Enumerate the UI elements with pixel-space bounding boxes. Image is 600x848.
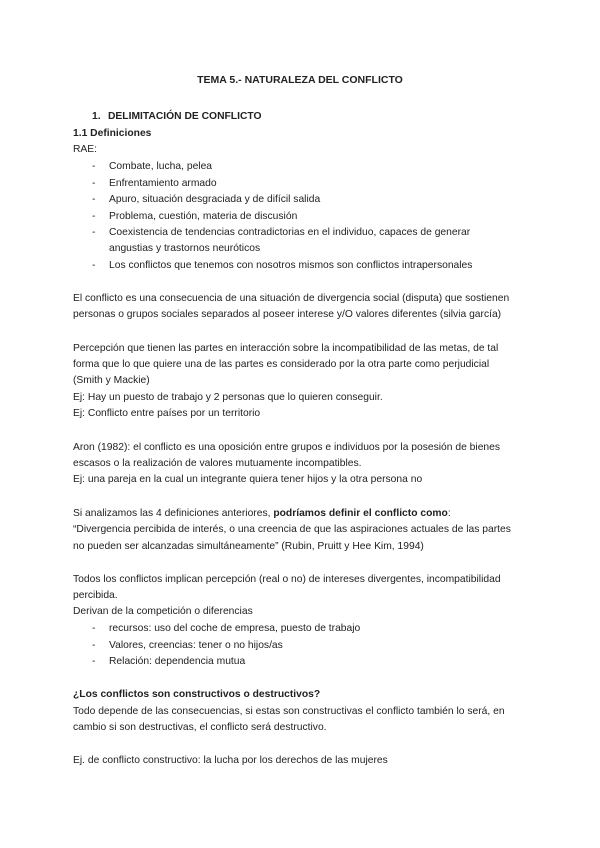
list-item: Problema, cuestión, materia de discusión [109,211,298,222]
colon: : [447,508,451,519]
list-item: Valores, creencias: tener o no hijos/as [109,640,283,651]
list-item: Coexistencia de tendencias contradictorias en el individuo, capaces de generar [109,227,471,238]
list-item: recursos: uso del coche de empresa, puesto de trabajo [109,623,361,634]
question-heading: ¿Los conflictos son constructivos o destructivos? [73,689,321,700]
quote-line: no pueden ser alcanzadas simultáneamente” (Rubin, Pruitt y Hee Kim, 1994) [73,541,424,552]
paragraph-line: cambio si son destructivas, el conflicto será destructivo. [73,722,327,733]
rae-label: RAE: [73,144,98,155]
paragraph-line: Derivan de la competición o diferencias [73,606,253,617]
list-bullet: - [92,194,96,205]
list-bullet: - [92,178,96,189]
paragraph-line: El conflicto es una consecuencia de una situación de divergencia social (disputa) que sostienen [73,293,510,304]
definition-intro [73,507,451,521]
list-bullet: - [92,623,96,634]
list-item: Combate, lucha, pelea [109,161,213,172]
list-item: Apuro, situación desgraciada y de difícil salida [109,194,321,205]
list-bullet: - [92,656,96,667]
list-item-continuation: angustias y trastornos neuróticos [109,243,261,254]
list-bullet: - [92,227,96,238]
list-bullet: - [92,161,96,172]
section-number: 1. [92,111,101,122]
list-bullet: - [92,211,96,222]
list-bullet: - [92,640,96,651]
paragraph-line: forma que lo que quiere una de las partes es considerado por la otra parte como perjudicial [73,359,490,370]
subsection-title: 1.1 Definiciones [73,128,152,139]
bold-phrase: podríamos definir el conflicto como [273,508,448,519]
paragraph-line: Percepción que tienen las partes en interacción sobre la incompatibilidad de las metas, de tal [73,343,499,354]
document-title: TEMA 5.- NATURALEZA DEL CONFLICTO [197,74,403,86]
paragraph-line: personas o grupos sociales separados al poseer interese y/O valores diferentes (silvia garcía) [73,309,502,320]
paragraph-line: Todos los conflictos implican percepción (real o no) de intereses divergentes, incompatibilidad [73,574,501,585]
paragraph-line: Ej: Conflicto entre países por un territorio [73,408,261,419]
intro-text: Si analizamos las 4 definiciones anteriores, [73,508,274,519]
paragraph-line: Ej. de conflicto constructivo: la lucha por los derechos de las mujeres [73,755,388,766]
list-item: Los conflictos que tenemos con nosotros mismos son conflictos intrapersonales [109,260,473,271]
paragraph-line: Ej: una pareja en la cual un integrante quiera tener hijos y la otra persona no [73,474,423,485]
paragraph-line: Todo depende de las consecuencias, si estas son constructivas el conflicto también lo será, en [73,706,505,717]
list-bullet: - [92,260,96,271]
paragraph-line: (Smith y Mackie) [73,375,150,386]
paragraph-line: percibida. [73,590,118,601]
paragraph-line: Ej: Hay un puesto de trabajo y 2 personas que lo quieren conseguir. [73,392,383,403]
paragraph-line: Aron (1982): el conflicto es una oposición entre grupos e individuos por la posesión de bienes [73,442,501,453]
section-title: DELIMITACIÓN DE CONFLICTO [108,111,262,122]
quote-line: “Divergencia percibida de interés, o una creencia de que las aspiraciones actuales de las partes [73,524,511,535]
list-item: Relación: dependencia mutua [109,656,246,667]
list-item: Enfrentamiento armado [109,178,217,189]
paragraph-line: escasos o la realización de valores mutuamente incompatibles. [73,458,362,469]
